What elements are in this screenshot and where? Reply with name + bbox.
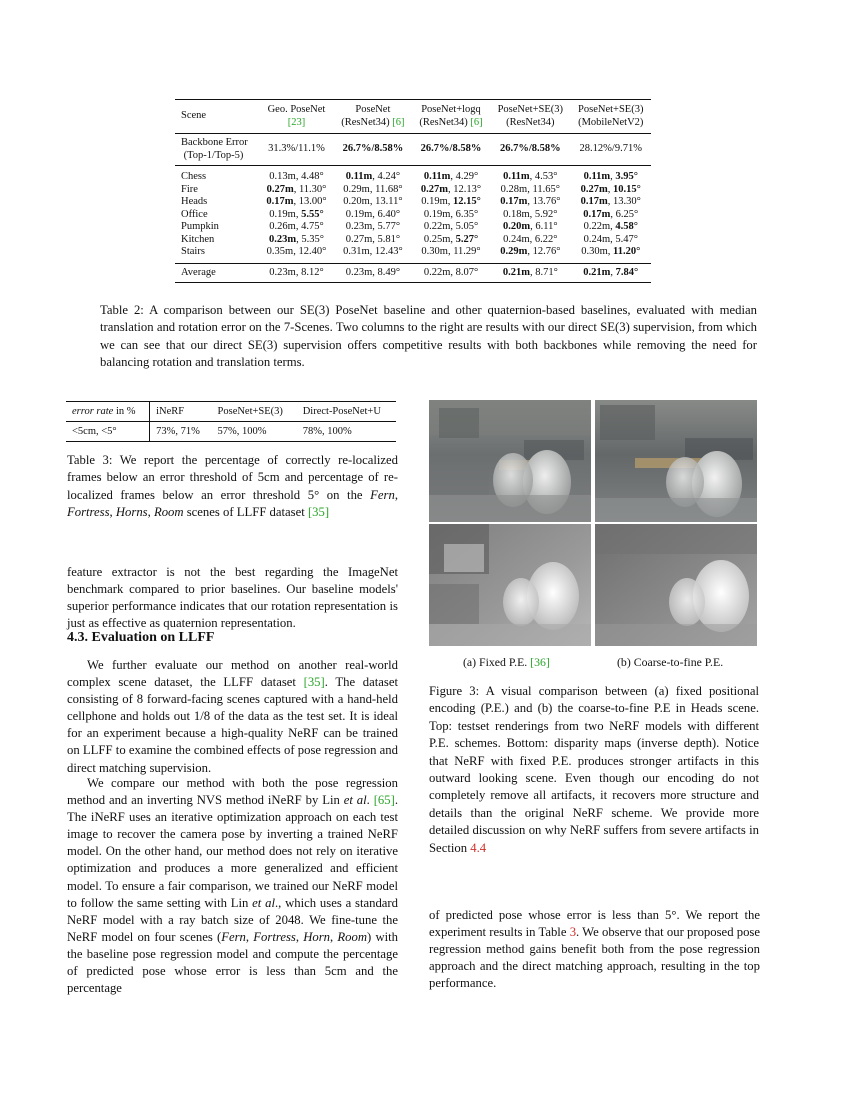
header-text: (ResNet34)	[506, 116, 555, 128]
table-cell: 0.19m, 12.15°	[421, 196, 481, 207]
table-cell: 0.17m, 13.00°	[266, 196, 327, 207]
table-cell: 0.30m, 11.20°	[581, 246, 641, 257]
rendering-fixed-pe-image	[429, 400, 591, 522]
table-cell: 57%, 100%	[212, 422, 297, 442]
table-2-header-posenet-logq	[412, 100, 490, 134]
scene-name: Heads	[181, 196, 208, 207]
table-cell: 0.29m, 11.68°	[343, 183, 403, 195]
table-cell: 0.11m, 3.95°	[571, 166, 651, 184]
rendering-coarse-to-fine-image	[595, 400, 757, 522]
paragraph: of predicted pose whose error is less than 5°. We report the experiment results in Table 3. We observe that our proposed pose regression method gains benefit both from the pose regression approach and the direct matching approach, resulting in the top performance.	[429, 908, 761, 991]
table-cell: 0.27m, 11.30°	[266, 183, 327, 195]
table-cell: 0.22m, 5.05°	[423, 221, 479, 232]
table-cell: 0.27m, 5.81°	[345, 233, 401, 245]
table-cell: 0.19m, 6.35°	[423, 208, 479, 220]
label-text: (Top-1/Top-5)	[183, 149, 244, 161]
table-2-header-scene	[175, 100, 259, 134]
table-row	[175, 209, 651, 222]
section-link[interactable]: 4.4	[470, 840, 487, 855]
subfigure-caption-a: (a) Fixed P.E. [36]	[463, 655, 550, 669]
table-cell: 0.26m, 4.75°	[269, 221, 324, 232]
figure-3	[429, 400, 759, 646]
table-cell: 26.7%/8.58%	[490, 134, 570, 166]
citation-link[interactable]: [35]	[307, 505, 330, 520]
table-3	[66, 401, 396, 442]
table-row	[66, 422, 396, 442]
table-2-average-row	[175, 263, 651, 283]
table-cell: 0.17m, 6.25°	[583, 208, 639, 220]
table-cell: 0.25m, 5.27°	[423, 233, 479, 245]
table-cell: 26.7%/8.58%	[334, 134, 412, 166]
table-cell: 0.27m, 10.15°	[580, 183, 641, 195]
scene-name: Fire	[181, 183, 198, 195]
scene-name: Office	[181, 208, 208, 220]
citation-link[interactable]: [6]	[392, 116, 405, 128]
header-text: PoseNet+SE(3)	[497, 104, 563, 115]
section-heading: 4.3. Evaluation on LLFF	[67, 630, 215, 645]
scene-name: Pumpkin	[181, 221, 219, 232]
citation-link[interactable]: [36]	[530, 655, 550, 669]
table-2	[175, 99, 651, 283]
table-cell: 0.11m, 4.53°	[490, 166, 570, 184]
table-cell: 0.28m, 11.65°	[500, 183, 560, 195]
backbone-label	[175, 134, 259, 166]
table-cell: 0.23m, 5.77°	[345, 221, 401, 232]
citation-link[interactable]: [23]	[287, 116, 306, 128]
table-cell: 73%, 71%	[150, 422, 212, 442]
table-2-header-row	[175, 100, 651, 134]
table-cell: 0.17m, 13.76°	[500, 196, 561, 207]
table-cell: 78%, 100%	[297, 422, 396, 442]
table-cell: 0.23m, 5.35°	[269, 233, 324, 245]
table-cell: 0.22m, 4.58°	[583, 221, 638, 232]
scene-name: Average	[175, 263, 259, 283]
header-text: PoseNet+SE(3)	[578, 104, 644, 115]
table-row	[175, 196, 651, 209]
table-2-header-posenet-se3-resnet	[490, 100, 570, 134]
table-row	[175, 246, 651, 263]
paragraph: feature extractor is not the best regarding the ImageNet benchmark compared to prior baselines. Our baseline models' superior performance indicates that our rotation representation is just as effective as quaternion representation.	[67, 565, 398, 631]
table-cell: 0.23m, 8.12°	[259, 263, 334, 283]
table-cell: <5cm, <5°	[66, 422, 150, 442]
table-cell: 0.24m, 6.22°	[503, 233, 558, 245]
header-text: Scene	[181, 110, 207, 122]
table-3-caption: Table 3: We report the percentage of correctly re-localized frames below an error threshold of 5cm and percentage of re-localized frames below an error threshold 5° on the Fern, Fortress, Horns, Room scenes of LLFF dataset [35]	[67, 453, 398, 520]
disparity-coarse-to-fine-image	[595, 524, 757, 646]
paragraph: We further evaluate our method on another real-world complex scene dataset, the LLFF dataset [35]. The dataset consisting of 8 forward-facing scenes captured with a hand-held cellphone and holds out 1/8 of the data as the test set. It is ideal for an experiment because a high-quality NeRF can be trained on LLFF to examine the combined effects of pose regression and direct matching supervision.	[67, 658, 398, 775]
scene-name: Stairs	[181, 246, 205, 257]
table-row	[175, 221, 651, 234]
scene-name: Kitchen	[181, 233, 215, 245]
table-2-caption: Table 2: A comparison between our SE(3) PoseNet baseline and other quaternion-based baselines, evaluated with median translation and rotation error on the 7-Scenes. Two columns to the right are results with our direct SE(3) supervision, from which we can see that our direct SE(3) supervision offers competitive results with both backbones while removing the need for balancing rotation and translation terms.	[100, 303, 757, 370]
table-3-header-direct-posenet: Direct-PoseNet+U	[297, 402, 396, 422]
table-3-header-row	[66, 402, 396, 422]
subfigure-caption-b: (b) Coarse-to-fine P.E.	[617, 655, 724, 669]
table-2-header-posenet	[334, 100, 412, 134]
scene-name: Chess	[175, 166, 259, 184]
citation-link[interactable]: [65]	[373, 793, 395, 808]
table-2-header-geo-posenet	[259, 100, 334, 134]
table-cell: 0.30m, 11.29°	[421, 246, 481, 257]
citation-link[interactable]: [35]	[303, 675, 325, 690]
table-cell: 0.20m, 13.11°	[343, 196, 403, 207]
table-cell: 26.7%/8.58%	[412, 134, 490, 166]
paragraph: We compare our method with both the pose regression method and an inverting NVS method iNeRF by Lin et al. [65]. The iNeRF uses an iterative optimization approach on each test image to recover the camera pose by inverting a trained NeRF model. On the other hand, our method does not rely on iterative optimization and produces a more generalized and efficient model. To ensure a fair comparison, we trained our NeRF model to follow the same setting with Lin et al., which uses a standard NeRF model with a ray batch size of 2048. We fine-tune the NeRF model on four scenes (Fern, Fortress, Horn, Room) with the baseline pose regression model and compute the percentage of predicted pose whose error is less than 5cm and the percentage	[67, 776, 399, 996]
table-cell: 0.11m, 4.29°	[412, 166, 490, 184]
table-link[interactable]: 3	[569, 925, 577, 940]
table-2-header-posenet-se3-mobilenet	[571, 100, 651, 134]
table-row	[175, 166, 651, 184]
table-3-header-posenet-se3: PoseNet+SE(3)	[212, 402, 297, 422]
table-cell: 0.21m, 7.84°	[571, 263, 651, 283]
header-text: PoseNet	[355, 104, 391, 115]
table-cell: 0.20m, 6.11°	[503, 221, 558, 232]
table-row	[175, 234, 651, 247]
table-cell: 0.17m, 13.30°	[580, 196, 641, 207]
header-text: (MobileNetV2)	[578, 116, 644, 128]
table-cell: 0.24m, 5.47°	[583, 233, 638, 245]
table-cell: 28.12%/9.71%	[571, 134, 651, 166]
table-row	[175, 184, 651, 197]
table-cell: 0.19m, 5.55°	[269, 208, 324, 220]
header-text: (ResNet34)	[341, 116, 393, 128]
table-cell: 0.19m, 6.40°	[345, 208, 401, 220]
header-text: PoseNet+logq	[421, 104, 481, 115]
table-cell: 0.11m, 4.24°	[334, 166, 412, 184]
disparity-fixed-pe-image	[429, 524, 591, 646]
table-2-backbone-row	[175, 134, 651, 166]
table-cell: 0.29m, 12.76°	[500, 246, 561, 257]
table-cell: 0.35m, 12.40°	[266, 246, 327, 257]
table-cell: 0.13m, 4.48°	[259, 166, 334, 184]
table-cell: 0.22m, 8.07°	[412, 263, 490, 283]
label-text: Backbone Error	[181, 137, 248, 148]
table-3-header-error-rate: error rate in %	[66, 402, 150, 422]
table-cell: 0.18m, 5.92°	[503, 208, 558, 220]
figure-3-caption: Figure 3: A visual comparison between (a) fixed positional encoding (P.E.) and (b) the coarse-to-fine P.E in Heads scene. Top: testset renderings from two NeRF models with different P.E. schemes. Bottom: disparity maps (inverse depth). Notice that NeRF with fixed P.E. produces stronger artifacts in this outward looking scene. Even though our encoding do not completely remove all artifacts, it recovers more structure and details than the original NeRF scheme. We provide more detailed discussion on why NeRF suffers from severe artifacts in Section 4.4	[429, 684, 759, 855]
table-cell: 0.23m, 8.49°	[334, 263, 412, 283]
table-cell: 0.31m, 12.43°	[343, 246, 403, 257]
table-cell: 0.21m, 8.71°	[490, 263, 570, 283]
table-cell: 0.27m, 12.13°	[420, 183, 482, 195]
header-text: (ResNet34)	[419, 116, 471, 128]
header-text: Geo. PoseNet	[267, 104, 326, 115]
table-cell: 31.3%/11.1%	[259, 134, 334, 166]
table-3-header-inerf: iNeRF	[150, 402, 212, 422]
citation-link[interactable]: [6]	[470, 116, 483, 128]
